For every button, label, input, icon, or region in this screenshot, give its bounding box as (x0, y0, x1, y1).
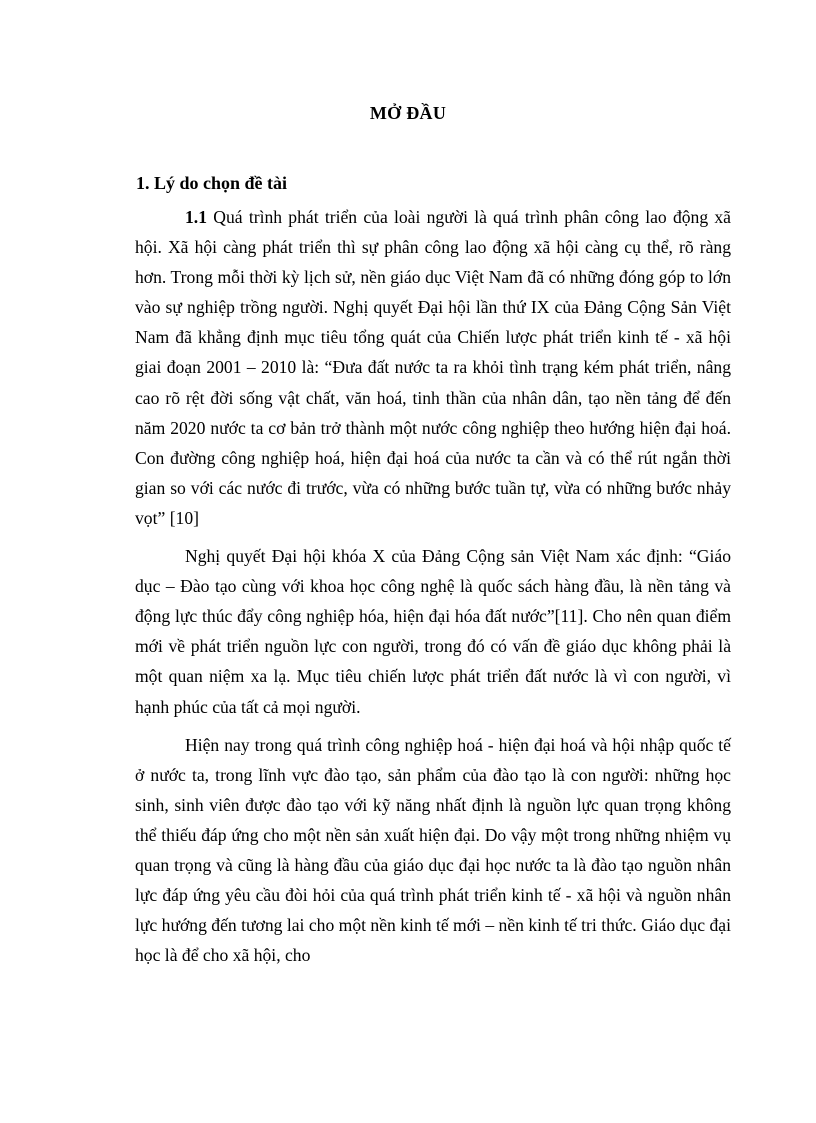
paragraph-1-number: 1.1 (185, 207, 207, 227)
paragraph-3 (135, 730, 731, 971)
page-title: MỞ ĐẦU (369, 103, 447, 123)
paragraph-2-text: Nghị quyết Đại hội khóa X của Đảng Cộng sản Việt Nam xác định: “Giáo dục – Đào tạo cùng với khoa học công nghệ là quốc sách hàng đầu, là nền tảng và động lực thúc đẩy công nghiệp hóa, hiện đại hóa đất nước”[11]. Cho nên quan điểm mới về phát triển nguồn lực con người, trong đó có vấn đề giáo dục không phải là một quan niệm xa lạ. Mục tiêu chiến lược phát triển đất nước là vì con người, vì hạnh phúc của tất cả mọi người. (135, 546, 731, 717)
paragraph-1-text: Quá trình phát triển của loài người là quá trình phân công lao động xã hội. Xã hội càng phát triển thì sự phân công lao động xã hội càng cụ thể, rõ ràng hơn. Trong mỗi thời kỳ lịch sử, nền giáo dục Việt Nam đã có những đóng góp to lớn vào sự nghiệp trồng người. Nghị quyết Đại hội lần thứ IX của Đảng Cộng Sản Việt Nam đã khẳng định mục tiêu tổng quát của Chiến lược phát triển kinh tế - xã hội giai đoạn 2001 – 2010 là: “Đưa đất nước ta ra khỏi tình trạng kém phát triển, nâng cao rõ rệt đời sống vật chất, văn hoá, tinh thần của nhân dân, tạo nền tảng để đến năm 2020 nước ta cơ bản trở thành một nước công nghiệp theo hướng hiện đại hoá. Con đường công nghiệp hoá, hiện đại hoá của nước ta cần và có thể rút ngắn thời gian so với các nước đi trước, vừa có những bước tuần tự, vừa có những bước nhảy vọt” [10] (135, 207, 731, 528)
paragraph-2 (135, 541, 731, 722)
paragraph-1 (135, 202, 731, 533)
section-heading: 1. Lý do chọn đề tài (136, 173, 288, 193)
paragraph-3-text: Hiện nay trong quá trình công nghiệp hoá - hiện đại hoá và hội nhập quốc tế ở nước ta, trong lĩnh vực đào tạo, sản phẩm của đào tạo là con người: những học sinh, sinh viên được đào tạo với kỹ năng nhất định là nguồn lực quan trọng không thể thiếu đáp ứng cho một nền sản xuất hiện đại. Do vậy một trong những nhiệm vụ quan trọng và cũng là hàng đầu của giáo dục đại học nước ta là đào tạo nguồn nhân lực đáp ứng yêu cầu đòi hỏi của quá trình phát triển kinh tế - xã hội và nguồn nhân lực hướng đến tương lai cho một nền kinh tế mới – nền kinh tế tri thức. Giáo dục đại học là để cho xã hội, cho (135, 734, 731, 966)
body-text (135, 202, 731, 978)
